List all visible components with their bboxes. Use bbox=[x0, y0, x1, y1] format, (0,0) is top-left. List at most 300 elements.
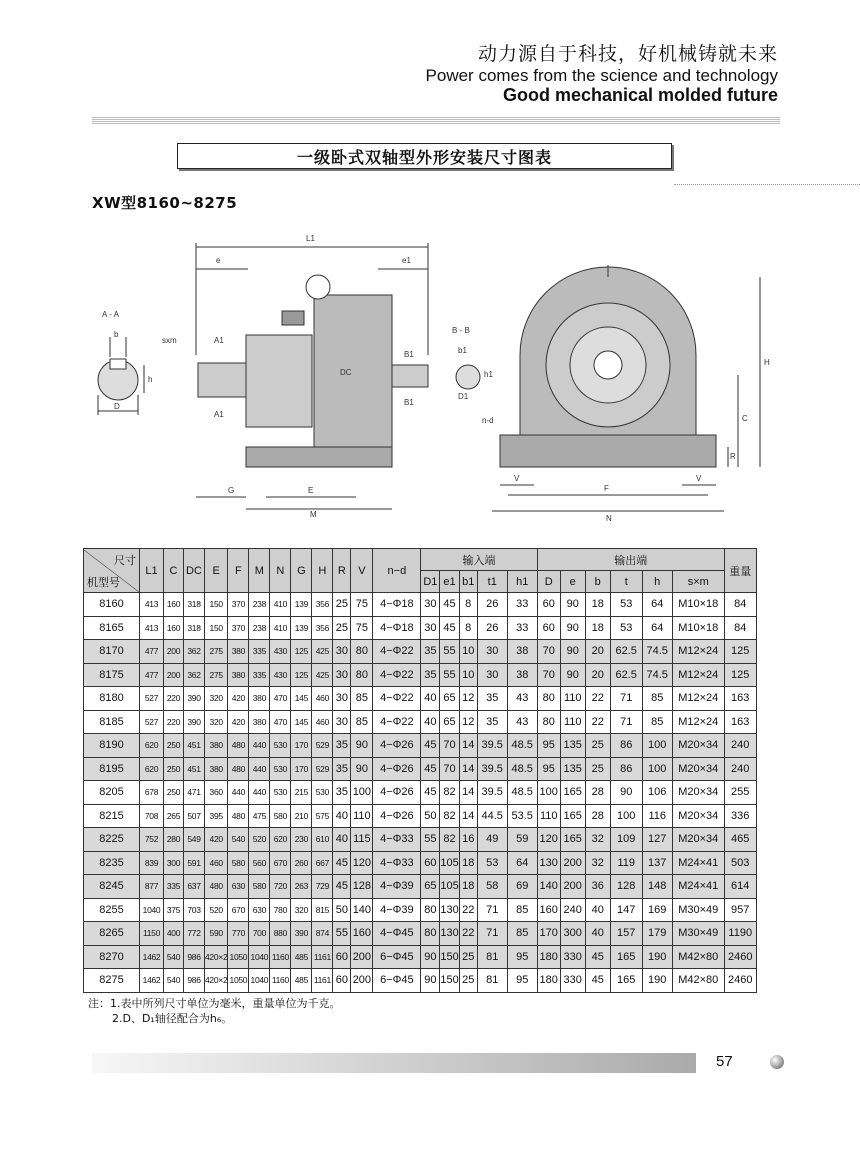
table-cell: 130 bbox=[537, 851, 560, 875]
table-cell: 420 bbox=[205, 828, 228, 852]
table-cell: 100 bbox=[537, 781, 560, 805]
table-cell: 480 bbox=[228, 757, 249, 781]
col-weight: 重量 bbox=[724, 549, 756, 593]
table-cell: 4−Φ18 bbox=[373, 593, 421, 617]
label-a1-top: A1 bbox=[214, 336, 224, 345]
table-cell: 700 bbox=[249, 922, 270, 946]
table-cell: 520 bbox=[249, 828, 270, 852]
table-cell: 140 bbox=[537, 875, 560, 899]
table-cell: 18 bbox=[585, 616, 610, 640]
table-cell: 477 bbox=[140, 640, 164, 664]
table-cell: 1040 bbox=[249, 945, 270, 969]
table-row bbox=[84, 687, 757, 711]
model-cell: 8195 bbox=[84, 757, 140, 781]
table-cell: 200 bbox=[164, 640, 184, 664]
output-group-header: 输出端 bbox=[537, 549, 724, 571]
table-cell: 80 bbox=[351, 640, 373, 664]
table-cell: 110 bbox=[351, 804, 373, 828]
table-row bbox=[84, 593, 757, 617]
table-cell: 65 bbox=[440, 687, 459, 711]
table-cell: 460 bbox=[312, 687, 333, 711]
table-cell: 874 bbox=[312, 922, 333, 946]
col-r: R bbox=[333, 549, 351, 593]
table-cell: 70 bbox=[440, 734, 459, 758]
table-cell: M12×24 bbox=[672, 640, 724, 664]
table-cell: 49 bbox=[477, 828, 507, 852]
model-cell: 8225 bbox=[84, 828, 140, 852]
label-h: h bbox=[148, 375, 153, 384]
table-cell: 39.5 bbox=[477, 734, 507, 758]
table-cell: 125 bbox=[724, 640, 756, 664]
table-cell: 390 bbox=[184, 710, 205, 734]
table-cell: 50 bbox=[333, 898, 351, 922]
table-cell: 527 bbox=[140, 710, 164, 734]
table-cell: 58 bbox=[477, 875, 507, 899]
table-cell: 10 bbox=[459, 640, 477, 664]
table-cell: 12 bbox=[459, 687, 477, 711]
col-v: V bbox=[351, 549, 373, 593]
table-cell: 318 bbox=[184, 593, 205, 617]
table-cell: 22 bbox=[585, 710, 610, 734]
table-cell: 45 bbox=[585, 945, 610, 969]
table-cell: 220 bbox=[164, 710, 184, 734]
table-cell: 109 bbox=[610, 828, 642, 852]
table-cell: 16 bbox=[459, 828, 477, 852]
table-cell: 190 bbox=[642, 969, 672, 993]
table-cell: 4−Φ33 bbox=[373, 828, 421, 852]
table-cell: 55 bbox=[333, 922, 351, 946]
table-cell: 4−Φ26 bbox=[373, 781, 421, 805]
table-cell: 110 bbox=[560, 687, 585, 711]
table-cell: 220 bbox=[164, 687, 184, 711]
table-cell: 580 bbox=[228, 851, 249, 875]
table-row bbox=[84, 734, 757, 758]
col-n: N bbox=[270, 549, 291, 593]
table-row bbox=[84, 828, 757, 852]
col-h: H bbox=[312, 549, 333, 593]
table-cell: 4−Φ45 bbox=[373, 922, 421, 946]
table-cell: 100 bbox=[610, 804, 642, 828]
table-cell: M30×49 bbox=[672, 898, 724, 922]
table-cell: 160 bbox=[164, 593, 184, 617]
model-cell: 8235 bbox=[84, 851, 140, 875]
table-cell: 520 bbox=[205, 898, 228, 922]
table-row bbox=[84, 616, 757, 640]
table-cell: 35 bbox=[421, 663, 440, 687]
table-cell: 670 bbox=[270, 851, 291, 875]
table-cell: 780 bbox=[270, 898, 291, 922]
table-cell: 200 bbox=[164, 663, 184, 687]
col-n-d: n−d bbox=[373, 549, 421, 593]
col-g: G bbox=[291, 549, 312, 593]
table-cell: M12×24 bbox=[672, 663, 724, 687]
table-cell: 420 bbox=[228, 687, 249, 711]
col-b: b bbox=[585, 571, 610, 593]
table-cell: 4−Φ22 bbox=[373, 640, 421, 664]
table-cell: 238 bbox=[249, 593, 270, 617]
table-cell: 130 bbox=[440, 922, 459, 946]
label-aa: A - A bbox=[102, 310, 119, 319]
table-cell: 106 bbox=[642, 781, 672, 805]
table-row bbox=[84, 663, 757, 687]
table-cell: 320 bbox=[205, 710, 228, 734]
table-cell: 580 bbox=[249, 875, 270, 899]
col-f: F bbox=[228, 549, 249, 593]
dimension-table bbox=[83, 548, 757, 993]
table-cell: 356 bbox=[312, 616, 333, 640]
table-cell: 100 bbox=[642, 757, 672, 781]
table-cell: 95 bbox=[537, 757, 560, 781]
table-cell: 71 bbox=[610, 687, 642, 711]
col-d1: D1 bbox=[421, 571, 440, 593]
table-cell: 1161 bbox=[312, 945, 333, 969]
table-cell: 48.5 bbox=[507, 734, 537, 758]
table-cell: 148 bbox=[642, 875, 672, 899]
table-cell: M12×24 bbox=[672, 687, 724, 711]
table-row bbox=[84, 851, 757, 875]
table-cell: 40 bbox=[333, 828, 351, 852]
table-cell: 40 bbox=[421, 687, 440, 711]
table-cell: 85 bbox=[351, 710, 373, 734]
table-cell: 139 bbox=[291, 616, 312, 640]
table-cell: 71 bbox=[610, 710, 642, 734]
table-cell: 170 bbox=[291, 757, 312, 781]
table-cell: M10×18 bbox=[672, 616, 724, 640]
table-cell: 25 bbox=[459, 969, 477, 993]
table-cell: 470 bbox=[270, 710, 291, 734]
table-cell: 420×2 bbox=[205, 945, 228, 969]
table-cell: 527 bbox=[140, 687, 164, 711]
table-cell: 82 bbox=[440, 828, 459, 852]
table-cell: 215 bbox=[291, 781, 312, 805]
table-cell: 380 bbox=[249, 687, 270, 711]
table-cell: 32 bbox=[585, 851, 610, 875]
table-cell: 110 bbox=[537, 804, 560, 828]
table-cell: 45 bbox=[333, 851, 351, 875]
model-cell: 8270 bbox=[84, 945, 140, 969]
table-cell: 275 bbox=[205, 640, 228, 664]
table-row bbox=[84, 781, 757, 805]
table-cell: 485 bbox=[291, 945, 312, 969]
table-cell: 375 bbox=[164, 898, 184, 922]
table-cell: 53.5 bbox=[507, 804, 537, 828]
table-cell: 986 bbox=[184, 969, 205, 993]
table-cell: 6−Φ45 bbox=[373, 945, 421, 969]
page-title: 一级卧式双轴型外形安装尺寸图表 bbox=[177, 143, 672, 169]
table-cell: 230 bbox=[291, 828, 312, 852]
table-cell: 48.5 bbox=[507, 781, 537, 805]
table-cell: 451 bbox=[184, 734, 205, 758]
table-cell: 40 bbox=[585, 922, 610, 946]
table-cell: 413 bbox=[140, 593, 164, 617]
lifting-eye bbox=[306, 275, 330, 299]
table-cell: 30 bbox=[333, 640, 351, 664]
table-row bbox=[84, 875, 757, 899]
table-cell: 95 bbox=[537, 734, 560, 758]
table-cell: 116 bbox=[642, 804, 672, 828]
table-cell: 85 bbox=[642, 710, 672, 734]
table-cell: 39.5 bbox=[477, 757, 507, 781]
table-cell: 36 bbox=[585, 875, 610, 899]
table-cell: 200 bbox=[560, 851, 585, 875]
table-cell: 465 bbox=[724, 828, 756, 852]
table-cell: 85 bbox=[642, 687, 672, 711]
table-cell: 580 bbox=[270, 804, 291, 828]
gear-housing bbox=[314, 295, 392, 447]
section-bb-circle bbox=[456, 365, 480, 389]
col-e-out: e bbox=[560, 571, 585, 593]
table-cell: 440 bbox=[249, 781, 270, 805]
table-cell: 71 bbox=[477, 898, 507, 922]
table-cell: 591 bbox=[184, 851, 205, 875]
table-cell: 380 bbox=[228, 640, 249, 664]
table-cell: 430 bbox=[270, 640, 291, 664]
table-cell: 18 bbox=[459, 875, 477, 899]
table-cell: 50 bbox=[421, 804, 440, 828]
table-cell: 471 bbox=[184, 781, 205, 805]
table-cell: 137 bbox=[642, 851, 672, 875]
table-cell: 165 bbox=[560, 828, 585, 852]
table-cell: 150 bbox=[205, 593, 228, 617]
table-cell: 35 bbox=[477, 710, 507, 734]
table-cell: 80 bbox=[421, 922, 440, 946]
cover-plate bbox=[282, 311, 304, 325]
table-cell: 670 bbox=[228, 898, 249, 922]
table-cell: 708 bbox=[140, 804, 164, 828]
model-cell: 8160 bbox=[84, 593, 140, 617]
table-cell: 44.5 bbox=[477, 804, 507, 828]
table-cell: 18 bbox=[585, 593, 610, 617]
table-cell: 165 bbox=[560, 781, 585, 805]
table-cell: 380 bbox=[228, 663, 249, 687]
table-cell: 150 bbox=[205, 616, 228, 640]
label-h1: h1 bbox=[484, 370, 493, 379]
table-cell: 84 bbox=[724, 593, 756, 617]
table-cell: 70 bbox=[537, 640, 560, 664]
table-cell: 772 bbox=[184, 922, 205, 946]
table-cell: 330 bbox=[560, 945, 585, 969]
table-cell: 30 bbox=[333, 663, 351, 687]
table-cell: 139 bbox=[291, 593, 312, 617]
table-cell: 14 bbox=[459, 734, 477, 758]
table-cell: 590 bbox=[205, 922, 228, 946]
label-bb: B - B bbox=[452, 326, 470, 335]
table-cell: 480 bbox=[228, 734, 249, 758]
table-cell: 255 bbox=[724, 781, 756, 805]
table-cell: 300 bbox=[560, 922, 585, 946]
table-cell: 120 bbox=[537, 828, 560, 852]
table-cell: 18 bbox=[459, 851, 477, 875]
table-cell: 64 bbox=[642, 593, 672, 617]
table-cell: 45 bbox=[421, 757, 440, 781]
table-cell: 320 bbox=[205, 687, 228, 711]
table-cell: M20×34 bbox=[672, 828, 724, 852]
label-n-d: n-d bbox=[482, 416, 494, 425]
table-cell: 14 bbox=[459, 804, 477, 828]
table-cell: 470 bbox=[270, 687, 291, 711]
table-cell: 45 bbox=[421, 781, 440, 805]
table-cell: 380 bbox=[249, 710, 270, 734]
table-cell: 170 bbox=[537, 922, 560, 946]
table-cell: 53 bbox=[610, 593, 642, 617]
table-cell: 210 bbox=[291, 804, 312, 828]
table-cell: M20×34 bbox=[672, 757, 724, 781]
table-cell: 45 bbox=[333, 875, 351, 899]
table-cell: 125 bbox=[291, 663, 312, 687]
model-cell: 8185 bbox=[84, 710, 140, 734]
footer-bar bbox=[92, 1053, 696, 1073]
table-cell: 440 bbox=[249, 734, 270, 758]
table-cell: 4−Φ39 bbox=[373, 898, 421, 922]
header-divider bbox=[92, 117, 780, 125]
table-cell: 610 bbox=[312, 828, 333, 852]
table-cell: 752 bbox=[140, 828, 164, 852]
model-cell: 8205 bbox=[84, 781, 140, 805]
table-cell: 4−Φ26 bbox=[373, 757, 421, 781]
table-cell: 667 bbox=[312, 851, 333, 875]
table-cell: 356 bbox=[312, 593, 333, 617]
table-cell: 1150 bbox=[140, 922, 164, 946]
table-cell: 125 bbox=[291, 640, 312, 664]
table-cell: 85 bbox=[507, 922, 537, 946]
table-cell: 35 bbox=[333, 781, 351, 805]
table-cell: 74.5 bbox=[642, 640, 672, 664]
table-cell: 8 bbox=[459, 616, 477, 640]
label-n: N bbox=[606, 514, 612, 523]
table-cell: 4−Φ26 bbox=[373, 804, 421, 828]
table-cell: 957 bbox=[724, 898, 756, 922]
table-cell: 43 bbox=[507, 710, 537, 734]
model-cell: 8175 bbox=[84, 663, 140, 687]
model-cell: 8190 bbox=[84, 734, 140, 758]
table-cell: 80 bbox=[421, 898, 440, 922]
table-cell: 540 bbox=[228, 828, 249, 852]
table-row bbox=[84, 922, 757, 946]
label-dc: DC bbox=[340, 368, 352, 377]
table-cell: 35 bbox=[421, 640, 440, 664]
table-cell: 33 bbox=[507, 593, 537, 617]
table-cell: 38 bbox=[507, 663, 537, 687]
table-cell: 90 bbox=[560, 640, 585, 664]
table-cell: 320 bbox=[291, 898, 312, 922]
table-cell: 330 bbox=[560, 969, 585, 993]
label-h-height: H bbox=[764, 358, 770, 367]
table-cell: 65 bbox=[440, 710, 459, 734]
table-cell: 55 bbox=[440, 663, 459, 687]
table-cell: 200 bbox=[351, 945, 373, 969]
output-shaft-right bbox=[392, 365, 428, 387]
col-d: D bbox=[537, 571, 560, 593]
table-cell: 90 bbox=[351, 734, 373, 758]
table-cell: 40 bbox=[585, 898, 610, 922]
table-cell: 147 bbox=[610, 898, 642, 922]
table-row bbox=[84, 898, 757, 922]
table-cell: 815 bbox=[312, 898, 333, 922]
table-cell: 90 bbox=[421, 969, 440, 993]
table-cell: M12×24 bbox=[672, 710, 724, 734]
table-cell: 336 bbox=[724, 804, 756, 828]
table-cell: 180 bbox=[537, 969, 560, 993]
table-cell: 38 bbox=[507, 640, 537, 664]
table-cell: 2460 bbox=[724, 945, 756, 969]
table-cell: 20 bbox=[585, 640, 610, 664]
table-cell: 22 bbox=[459, 898, 477, 922]
table-cell: 40 bbox=[333, 804, 351, 828]
table-cell: 95 bbox=[507, 969, 537, 993]
table-cell: 390 bbox=[184, 687, 205, 711]
table-cell: 620 bbox=[140, 734, 164, 758]
label-f: F bbox=[604, 484, 609, 493]
table-row bbox=[84, 945, 757, 969]
corner-model-label: 机型号 bbox=[87, 576, 120, 589]
table-cell: 86 bbox=[610, 757, 642, 781]
table-cell: 14 bbox=[459, 781, 477, 805]
note-1: 注：1.表中所列尺寸单位为毫米，重量单位为千克。 bbox=[88, 997, 341, 1010]
table-cell: 35 bbox=[333, 734, 351, 758]
label-c: C bbox=[742, 414, 748, 423]
table-cell: 250 bbox=[164, 781, 184, 805]
table-cell: 200 bbox=[560, 875, 585, 899]
table-cell: 100 bbox=[642, 734, 672, 758]
table-cell: 986 bbox=[184, 945, 205, 969]
table-cell: 614 bbox=[724, 875, 756, 899]
table-cell: 877 bbox=[140, 875, 164, 899]
table-cell: M20×34 bbox=[672, 804, 724, 828]
table-cell: 1160 bbox=[270, 969, 291, 993]
table-cell: 630 bbox=[228, 875, 249, 899]
label-a1-bottom: A1 bbox=[214, 410, 224, 419]
table-cell: 60 bbox=[537, 593, 560, 617]
table-cell: 1160 bbox=[270, 945, 291, 969]
table-cell: 360 bbox=[205, 781, 228, 805]
table-cell: 440 bbox=[228, 781, 249, 805]
col-t1: t1 bbox=[477, 571, 507, 593]
table-cell: 169 bbox=[642, 898, 672, 922]
table-cell: 135 bbox=[560, 757, 585, 781]
table-cell: 475 bbox=[249, 804, 270, 828]
table-cell: 10 bbox=[459, 663, 477, 687]
table-row bbox=[84, 640, 757, 664]
table-cell: 90 bbox=[560, 663, 585, 687]
table-cell: 410 bbox=[270, 593, 291, 617]
table-cell: M42×80 bbox=[672, 969, 724, 993]
table-cell: M20×34 bbox=[672, 781, 724, 805]
table-cell: 395 bbox=[205, 804, 228, 828]
front-base bbox=[500, 435, 716, 467]
table-cell: 4−Φ18 bbox=[373, 616, 421, 640]
table-cell: 70 bbox=[537, 663, 560, 687]
table-cell: 4−Φ26 bbox=[373, 734, 421, 758]
table-cell: 80 bbox=[351, 663, 373, 687]
table-cell: 530 bbox=[312, 781, 333, 805]
table-cell: 240 bbox=[560, 898, 585, 922]
table-cell: 163 bbox=[724, 687, 756, 711]
table-cell: 150 bbox=[440, 945, 459, 969]
corner-cell bbox=[84, 549, 140, 593]
title-dotted-rule bbox=[674, 184, 860, 185]
table-cell: 62.5 bbox=[610, 663, 642, 687]
table-cell: 370 bbox=[228, 593, 249, 617]
table-cell: 477 bbox=[140, 663, 164, 687]
table-cell: 503 bbox=[724, 851, 756, 875]
table-cell: 90 bbox=[610, 781, 642, 805]
table-cell: 1040 bbox=[249, 969, 270, 993]
table-cell: 1050 bbox=[228, 945, 249, 969]
table-cell: 163 bbox=[724, 710, 756, 734]
table-cell: 420×2 bbox=[205, 969, 228, 993]
table-cell: 480 bbox=[205, 875, 228, 899]
table-cell: 1462 bbox=[140, 945, 164, 969]
